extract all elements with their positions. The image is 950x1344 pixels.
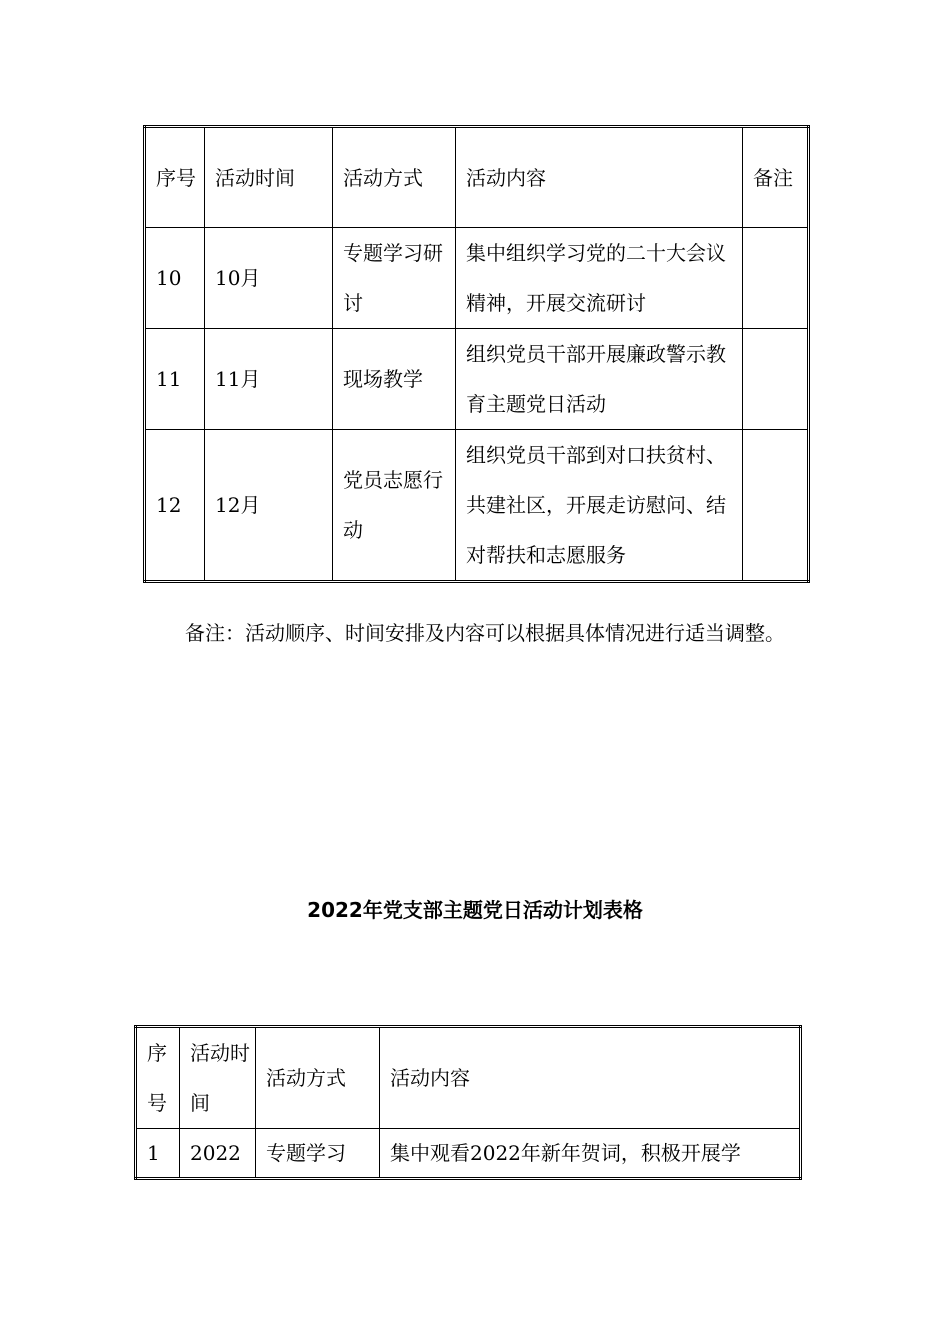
cell-no: 12 xyxy=(145,430,205,582)
cell-content: 组织党员干部到对口扶贫村、共建社区，开展走访慰问、结对帮扶和志愿服务 xyxy=(456,430,743,582)
header-no: 序号 xyxy=(136,1027,180,1129)
table-row xyxy=(145,430,809,582)
cell-no: 1 xyxy=(136,1129,180,1179)
cell-time: 12月 xyxy=(205,430,333,582)
cell-content: 集中观看2022年新年贺词，积极开展学 xyxy=(380,1129,801,1179)
cell-no: 11 xyxy=(145,329,205,430)
table-row xyxy=(145,329,809,430)
cell-no: 10 xyxy=(145,228,205,329)
header-content: 活动内容 xyxy=(380,1027,801,1129)
activity-table-continued xyxy=(143,125,810,583)
header-time: 活动时间 xyxy=(205,127,333,228)
table-header-row xyxy=(145,127,809,228)
cell-remark xyxy=(743,329,809,430)
cell-time: 2022 xyxy=(180,1129,256,1179)
document-title: 2022年党支部主题党日活动计划表格 xyxy=(307,898,643,922)
header-time: 活动时间 xyxy=(180,1027,256,1129)
adjustment-note: 备注：活动顺序、时间安排及内容可以根据具体情况进行适当调整。 xyxy=(185,621,785,645)
cell-remark xyxy=(743,228,809,329)
activity-plan-table xyxy=(134,1025,802,1180)
header-method: 活动方式 xyxy=(333,127,456,228)
table-row xyxy=(136,1129,801,1179)
cell-method: 现场教学 xyxy=(333,329,456,430)
cell-method: 专题学习 xyxy=(256,1129,380,1179)
header-method: 活动方式 xyxy=(256,1027,380,1129)
cell-content: 集中组织学习党的二十大会议精神，开展交流研讨 xyxy=(456,228,743,329)
cell-time: 11月 xyxy=(205,329,333,430)
header-content: 活动内容 xyxy=(456,127,743,228)
cell-time: 10月 xyxy=(205,228,333,329)
table-header-row xyxy=(136,1027,801,1129)
table-row xyxy=(145,228,809,329)
header-remark: 备注 xyxy=(743,127,809,228)
header-no: 序号 xyxy=(145,127,205,228)
cell-remark xyxy=(743,430,809,582)
cell-content: 组织党员干部开展廉政警示教育主题党日活动 xyxy=(456,329,743,430)
cell-method: 党员志愿行动 xyxy=(333,430,456,582)
cell-method: 专题学习研讨 xyxy=(333,228,456,329)
